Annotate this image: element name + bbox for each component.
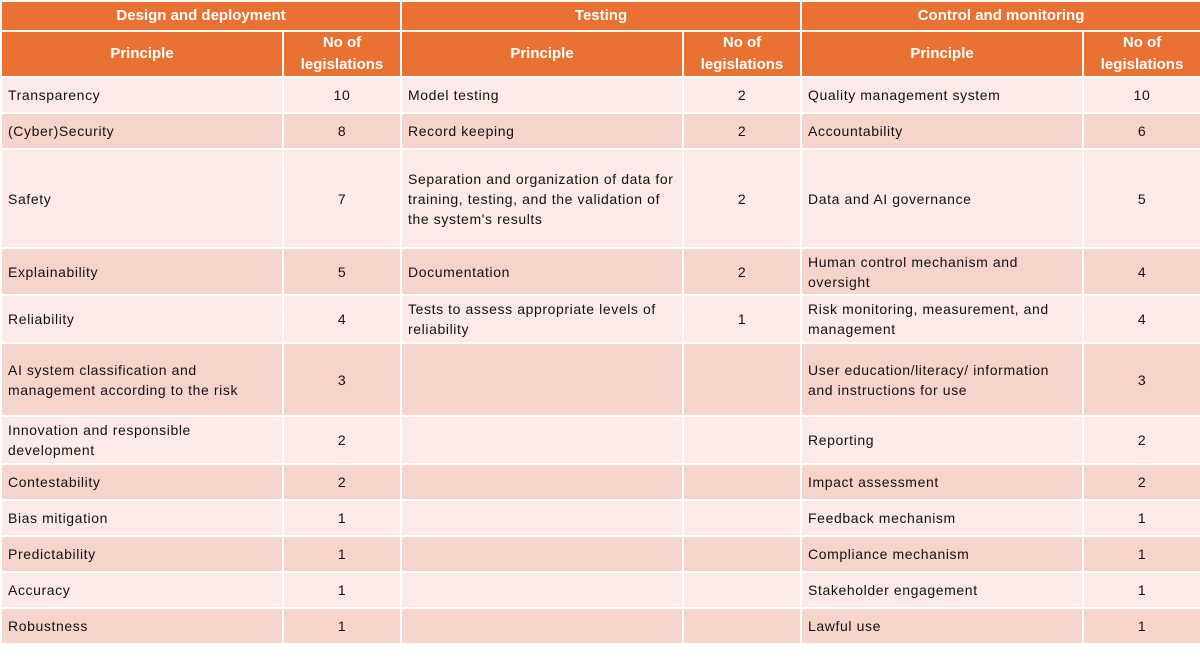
legislation-count-cell: 1 xyxy=(283,572,401,608)
principle-cell: Innovation and responsible development xyxy=(1,416,283,464)
column-header-count: No of legislations xyxy=(683,31,801,77)
principle-cell: Model testing xyxy=(401,77,683,113)
group-header-control: Control and monitoring xyxy=(801,1,1200,31)
legislation-count-cell: 1 xyxy=(683,295,801,343)
legislation-count-cell: 1 xyxy=(283,536,401,572)
legislation-count-cell: 10 xyxy=(283,77,401,113)
principle-cell xyxy=(401,572,683,608)
group-header-design: Design and deployment xyxy=(1,1,401,31)
principle-cell xyxy=(401,608,683,644)
principle-cell: Lawful use xyxy=(801,608,1083,644)
legislation-count-cell: 2 xyxy=(283,416,401,464)
table-row xyxy=(1,608,1200,644)
column-header-principle: Principle xyxy=(401,31,683,77)
legislation-count-cell xyxy=(683,500,801,536)
principle-cell: User education/literacy/ information and instructions for use xyxy=(801,343,1083,416)
principle-cell xyxy=(401,343,683,416)
principle-cell: Bias mitigation xyxy=(1,500,283,536)
legislation-count-cell: 1 xyxy=(283,608,401,644)
legislation-count-cell xyxy=(683,343,801,416)
table-row xyxy=(1,536,1200,572)
principle-cell: (Cyber)Security xyxy=(1,113,283,149)
legislation-count-cell xyxy=(683,464,801,500)
legislation-count-cell xyxy=(683,572,801,608)
table-row xyxy=(1,149,1200,248)
principle-cell: Predictability xyxy=(1,536,283,572)
principle-cell: Explainability xyxy=(1,248,283,295)
principle-cell: Stakeholder engagement xyxy=(801,572,1083,608)
legislation-count-cell: 1 xyxy=(1083,500,1200,536)
principle-cell: Quality management system xyxy=(801,77,1083,113)
principle-cell: AI system classification and management according to the risk xyxy=(1,343,283,416)
principle-cell: Safety xyxy=(1,149,283,248)
legislation-count-cell: 2 xyxy=(1083,416,1200,464)
principle-cell: Separation and organization of data for training, testing, and the validation of the system's results xyxy=(401,149,683,248)
legislation-count-cell: 1 xyxy=(1083,608,1200,644)
legislation-count-cell xyxy=(683,608,801,644)
principle-cell: Tests to assess appropriate levels of reliability xyxy=(401,295,683,343)
principle-cell: Feedback mechanism xyxy=(801,500,1083,536)
principle-cell: Transparency xyxy=(1,77,283,113)
column-header-count: No of legislations xyxy=(1083,31,1200,77)
legislation-count-cell: 2 xyxy=(1083,464,1200,500)
principle-cell xyxy=(401,500,683,536)
legislation-count-cell: 4 xyxy=(283,295,401,343)
group-header-testing: Testing xyxy=(401,1,801,31)
table-row xyxy=(1,416,1200,464)
legislation-count-cell: 4 xyxy=(1083,248,1200,295)
legislation-count-cell: 7 xyxy=(283,149,401,248)
table-row xyxy=(1,77,1200,113)
legislation-count-cell: 6 xyxy=(1083,113,1200,149)
legislation-count-cell xyxy=(683,416,801,464)
principle-cell: Robustness xyxy=(1,608,283,644)
table-row xyxy=(1,248,1200,295)
legislation-count-cell: 2 xyxy=(683,248,801,295)
column-header-count: No of legislations xyxy=(283,31,401,77)
legislation-count-cell: 1 xyxy=(1083,536,1200,572)
principle-cell: Reporting xyxy=(801,416,1083,464)
legislation-count-cell: 2 xyxy=(283,464,401,500)
table-row xyxy=(1,572,1200,608)
table-row xyxy=(1,295,1200,343)
column-header-principle: Principle xyxy=(801,31,1083,77)
principle-cell: Contestability xyxy=(1,464,283,500)
legislation-count-cell: 5 xyxy=(283,248,401,295)
legislation-count-cell xyxy=(683,536,801,572)
principle-cell: Data and AI governance xyxy=(801,149,1083,248)
legislation-count-cell: 10 xyxy=(1083,77,1200,113)
principle-cell xyxy=(401,536,683,572)
legislation-count-cell: 3 xyxy=(1083,343,1200,416)
table-row xyxy=(1,500,1200,536)
legislation-count-cell: 5 xyxy=(1083,149,1200,248)
principle-cell xyxy=(401,464,683,500)
table-row xyxy=(1,113,1200,149)
legislation-count-cell: 1 xyxy=(1083,572,1200,608)
legislation-count-cell: 2 xyxy=(683,149,801,248)
legislation-count-cell: 4 xyxy=(1083,295,1200,343)
principle-cell xyxy=(401,416,683,464)
table-row xyxy=(1,343,1200,416)
legislation-count-cell: 2 xyxy=(683,77,801,113)
legislation-count-cell: 2 xyxy=(683,113,801,149)
table-row xyxy=(1,464,1200,500)
principle-cell: Human control mechanism and oversight xyxy=(801,248,1083,295)
principle-cell: Risk monitoring, measurement, and management xyxy=(801,295,1083,343)
column-header-principle: Principle xyxy=(1,31,283,77)
principle-cell: Documentation xyxy=(401,248,683,295)
principle-cell: Reliability xyxy=(1,295,283,343)
legislation-count-cell: 8 xyxy=(283,113,401,149)
principle-cell: Accountability xyxy=(801,113,1083,149)
principle-cell: Compliance mechanism xyxy=(801,536,1083,572)
legislation-count-cell: 3 xyxy=(283,343,401,416)
principle-cell: Impact assessment xyxy=(801,464,1083,500)
principle-cell: Accuracy xyxy=(1,572,283,608)
principle-cell: Record keeping xyxy=(401,113,683,149)
legislation-count-cell: 1 xyxy=(283,500,401,536)
